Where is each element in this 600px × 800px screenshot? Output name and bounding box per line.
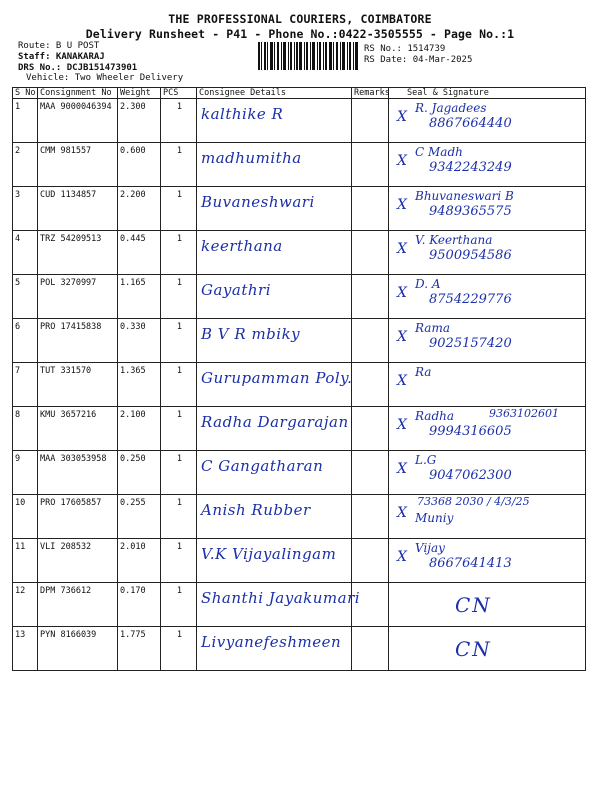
consignment-number: TUT 331570 bbox=[38, 363, 118, 407]
consignee-cell bbox=[197, 539, 352, 583]
table-row bbox=[13, 407, 586, 451]
consignee-cell bbox=[197, 275, 352, 319]
remarks-cell bbox=[352, 407, 389, 451]
serial-number: 10 bbox=[13, 495, 38, 539]
col-remarks: Remarks bbox=[352, 88, 389, 99]
signature-cn-note: CN bbox=[455, 593, 492, 617]
signature-mark: X bbox=[397, 505, 407, 521]
pcs-value: 1 bbox=[161, 451, 197, 495]
consignee-handwriting: C Gangatharan bbox=[201, 457, 324, 475]
table-row bbox=[13, 99, 586, 143]
consignee-cell bbox=[197, 143, 352, 187]
runsheet-table bbox=[12, 87, 586, 671]
signature-cell bbox=[389, 363, 586, 407]
pcs-value: 1 bbox=[161, 231, 197, 275]
weight-value: 0.600 bbox=[118, 143, 161, 187]
consignment-number: MAA 303053958 bbox=[38, 451, 118, 495]
signature-name: Rama bbox=[415, 321, 450, 335]
consignee-handwriting: Gayathri bbox=[201, 281, 271, 299]
serial-number: 4 bbox=[13, 231, 38, 275]
consignee-cell bbox=[197, 319, 352, 363]
pcs-value: 1 bbox=[161, 407, 197, 451]
col-sno: S No bbox=[13, 88, 38, 99]
signature-cell bbox=[389, 143, 586, 187]
signature-phone: 8754229776 bbox=[429, 292, 512, 307]
consignment-number: POL 3270997 bbox=[38, 275, 118, 319]
signature-phone: 9342243249 bbox=[429, 160, 512, 175]
weight-value: 2.300 bbox=[118, 99, 161, 143]
consignee-cell bbox=[197, 451, 352, 495]
col-pcs: PCS bbox=[161, 88, 197, 99]
remarks-cell bbox=[352, 275, 389, 319]
table-row bbox=[13, 231, 586, 275]
col-consignee: Consignee Details bbox=[197, 88, 352, 99]
signature-mark: X bbox=[397, 461, 407, 477]
consignment-number: KMU 3657216 bbox=[38, 407, 118, 451]
consignee-cell bbox=[197, 187, 352, 231]
signature-cell bbox=[389, 495, 586, 539]
remarks-cell bbox=[352, 231, 389, 275]
table-row bbox=[13, 583, 586, 627]
signature-cell bbox=[389, 275, 586, 319]
remarks-cell bbox=[352, 187, 389, 231]
weight-value: 0.255 bbox=[118, 495, 161, 539]
pcs-value: 1 bbox=[161, 363, 197, 407]
signature-name: V. Keerthana bbox=[415, 233, 493, 247]
consignee-handwriting: Radha Dargarajan bbox=[201, 413, 349, 431]
signature-phone: 8867664440 bbox=[429, 116, 512, 131]
weight-value: 2.010 bbox=[118, 539, 161, 583]
weight-value: 2.200 bbox=[118, 187, 161, 231]
runsheet-subtitle: Delivery Runsheet - P41 - Phone No.:0422-3505555 - Page No.:1 bbox=[85, 27, 515, 41]
pcs-value: 1 bbox=[161, 143, 197, 187]
signature-cell bbox=[389, 187, 586, 231]
consignee-cell bbox=[197, 407, 352, 451]
consignee-handwriting: Anish Rubber bbox=[201, 501, 311, 519]
signature-name: R. Jagadees bbox=[415, 101, 487, 115]
remarks-cell bbox=[352, 627, 389, 671]
signature-mark: X bbox=[397, 241, 407, 257]
consignee-handwriting: V.K Vijayalingam bbox=[201, 545, 337, 563]
remarks-cell bbox=[352, 99, 389, 143]
signature-extra-note: 73368 2030 / 4/3/25 bbox=[417, 495, 530, 508]
serial-number: 3 bbox=[13, 187, 38, 231]
consignee-handwriting: madhumitha bbox=[201, 149, 302, 167]
signature-mark: X bbox=[397, 549, 407, 565]
remarks-cell bbox=[352, 539, 389, 583]
weight-value: 1.775 bbox=[118, 627, 161, 671]
consignee-handwriting: Gurupamman Poly. bbox=[201, 369, 353, 387]
signature-mark: X bbox=[397, 373, 407, 389]
serial-number: 9 bbox=[13, 451, 38, 495]
table-row bbox=[13, 363, 586, 407]
consignee-cell bbox=[197, 363, 352, 407]
remarks-cell bbox=[352, 319, 389, 363]
weight-value: 0.170 bbox=[118, 583, 161, 627]
consignee-handwriting: Livyanefeshmeen bbox=[201, 633, 342, 651]
table-row bbox=[13, 319, 586, 363]
signature-name: Ra bbox=[415, 365, 432, 379]
signature-cell bbox=[389, 451, 586, 495]
table-row bbox=[13, 143, 586, 187]
pcs-value: 1 bbox=[161, 187, 197, 231]
consignment-number: CMM 981557 bbox=[38, 143, 118, 187]
rs-number: RS No.: 1514739 bbox=[364, 44, 446, 54]
barcode-icon bbox=[258, 42, 358, 70]
signature-name: D. A bbox=[415, 277, 441, 291]
remarks-cell bbox=[352, 495, 389, 539]
table-row bbox=[13, 627, 586, 671]
serial-number: 7 bbox=[13, 363, 38, 407]
serial-number: 12 bbox=[13, 583, 38, 627]
table-row bbox=[13, 539, 586, 583]
pcs-value: 1 bbox=[161, 627, 197, 671]
weight-value: 1.365 bbox=[118, 363, 161, 407]
consignee-cell bbox=[197, 231, 352, 275]
weight-value: 1.165 bbox=[118, 275, 161, 319]
consignee-cell bbox=[197, 627, 352, 671]
serial-number: 5 bbox=[13, 275, 38, 319]
signature-cell bbox=[389, 319, 586, 363]
signature-phone: 9047062300 bbox=[429, 468, 512, 483]
signature-phone: 9994316605 bbox=[429, 424, 512, 439]
serial-number: 2 bbox=[13, 143, 38, 187]
route-label: Route: B U POST bbox=[18, 41, 100, 51]
consignment-number: TRZ 54209513 bbox=[38, 231, 118, 275]
signature-extra-note: 9363102601 bbox=[489, 407, 559, 420]
serial-number: 11 bbox=[13, 539, 38, 583]
remarks-cell bbox=[352, 143, 389, 187]
table-header-row bbox=[13, 88, 586, 99]
runsheet-title: THE PROFESSIONAL COURIERS, COIMBATORE bbox=[168, 12, 432, 26]
serial-number: 6 bbox=[13, 319, 38, 363]
serial-number: 13 bbox=[13, 627, 38, 671]
signature-phone: 9025157420 bbox=[429, 336, 512, 351]
pcs-value: 1 bbox=[161, 99, 197, 143]
serial-number: 1 bbox=[13, 99, 38, 143]
drs-number: DRS No.: DCJB151473901 bbox=[18, 63, 138, 73]
vehicle-label: Vehicle: Two Wheeler Delivery bbox=[26, 73, 184, 83]
signature-name: Radha bbox=[415, 409, 455, 423]
serial-number: 8 bbox=[13, 407, 38, 451]
col-weight: Weight bbox=[118, 88, 161, 99]
signature-cell bbox=[389, 231, 586, 275]
signature-name: C Madh bbox=[415, 145, 463, 159]
weight-value: 2.100 bbox=[118, 407, 161, 451]
consignment-number: PYN 8166039 bbox=[38, 627, 118, 671]
pcs-value: 1 bbox=[161, 539, 197, 583]
signature-mark: X bbox=[397, 153, 407, 169]
consignment-number: PRO 17605857 bbox=[38, 495, 118, 539]
consignee-handwriting: Shanthi Jayakumari bbox=[201, 589, 361, 607]
signature-mark: X bbox=[397, 329, 407, 345]
consignee-cell bbox=[197, 99, 352, 143]
signature-mark: X bbox=[397, 109, 407, 125]
pcs-value: 1 bbox=[161, 495, 197, 539]
consignment-number: MAA 9000046394 bbox=[38, 99, 118, 143]
consignee-handwriting: keerthana bbox=[201, 237, 283, 255]
signature-cell bbox=[389, 539, 586, 583]
weight-value: 0.445 bbox=[118, 231, 161, 275]
consignee-handwriting: Buvaneshwari bbox=[201, 193, 315, 211]
signature-name: Bhuvaneswari B bbox=[415, 189, 514, 203]
signature-cell bbox=[389, 583, 586, 627]
pcs-value: 1 bbox=[161, 319, 197, 363]
signature-phone: 9489365575 bbox=[429, 204, 512, 219]
table-row bbox=[13, 495, 586, 539]
weight-value: 0.250 bbox=[118, 451, 161, 495]
signature-mark: X bbox=[397, 197, 407, 213]
signature-mark: X bbox=[397, 285, 407, 301]
signature-cell bbox=[389, 407, 586, 451]
table-row bbox=[13, 275, 586, 319]
rs-date: RS Date: 04-Mar-2025 bbox=[364, 55, 473, 65]
consignment-number: VLI 208532 bbox=[38, 539, 118, 583]
signature-name: L.G bbox=[415, 453, 437, 467]
remarks-cell bbox=[352, 451, 389, 495]
consignment-number: DPM 736612 bbox=[38, 583, 118, 627]
table-row bbox=[13, 187, 586, 231]
signature-name: Muniy bbox=[415, 511, 454, 525]
signature-cell bbox=[389, 627, 586, 671]
pcs-value: 1 bbox=[161, 583, 197, 627]
consignee-cell bbox=[197, 495, 352, 539]
col-signature: Seal & Signature bbox=[389, 88, 586, 99]
consignee-cell bbox=[197, 583, 361, 627]
consignee-handwriting: kalthike R bbox=[201, 105, 284, 123]
weight-value: 0.330 bbox=[118, 319, 161, 363]
signature-cn-note: CN bbox=[455, 637, 492, 661]
consignee-handwriting: B V R mbiky bbox=[201, 325, 301, 343]
remarks-cell bbox=[352, 363, 389, 407]
table-row bbox=[13, 451, 586, 495]
signature-mark: X bbox=[397, 417, 407, 433]
consignment-number: CUD 1134857 bbox=[38, 187, 118, 231]
staff-label: Staff: KANAKARAJ bbox=[18, 52, 105, 62]
table-body bbox=[13, 99, 586, 671]
col-consignment: Consignment No bbox=[38, 88, 118, 99]
pcs-value: 1 bbox=[161, 275, 197, 319]
consignment-number: PRO 17415838 bbox=[38, 319, 118, 363]
signature-cell bbox=[389, 99, 586, 143]
signature-phone: 9500954586 bbox=[429, 248, 512, 263]
signature-name: Vijay bbox=[415, 541, 445, 555]
signature-phone: 8667641413 bbox=[429, 556, 512, 571]
